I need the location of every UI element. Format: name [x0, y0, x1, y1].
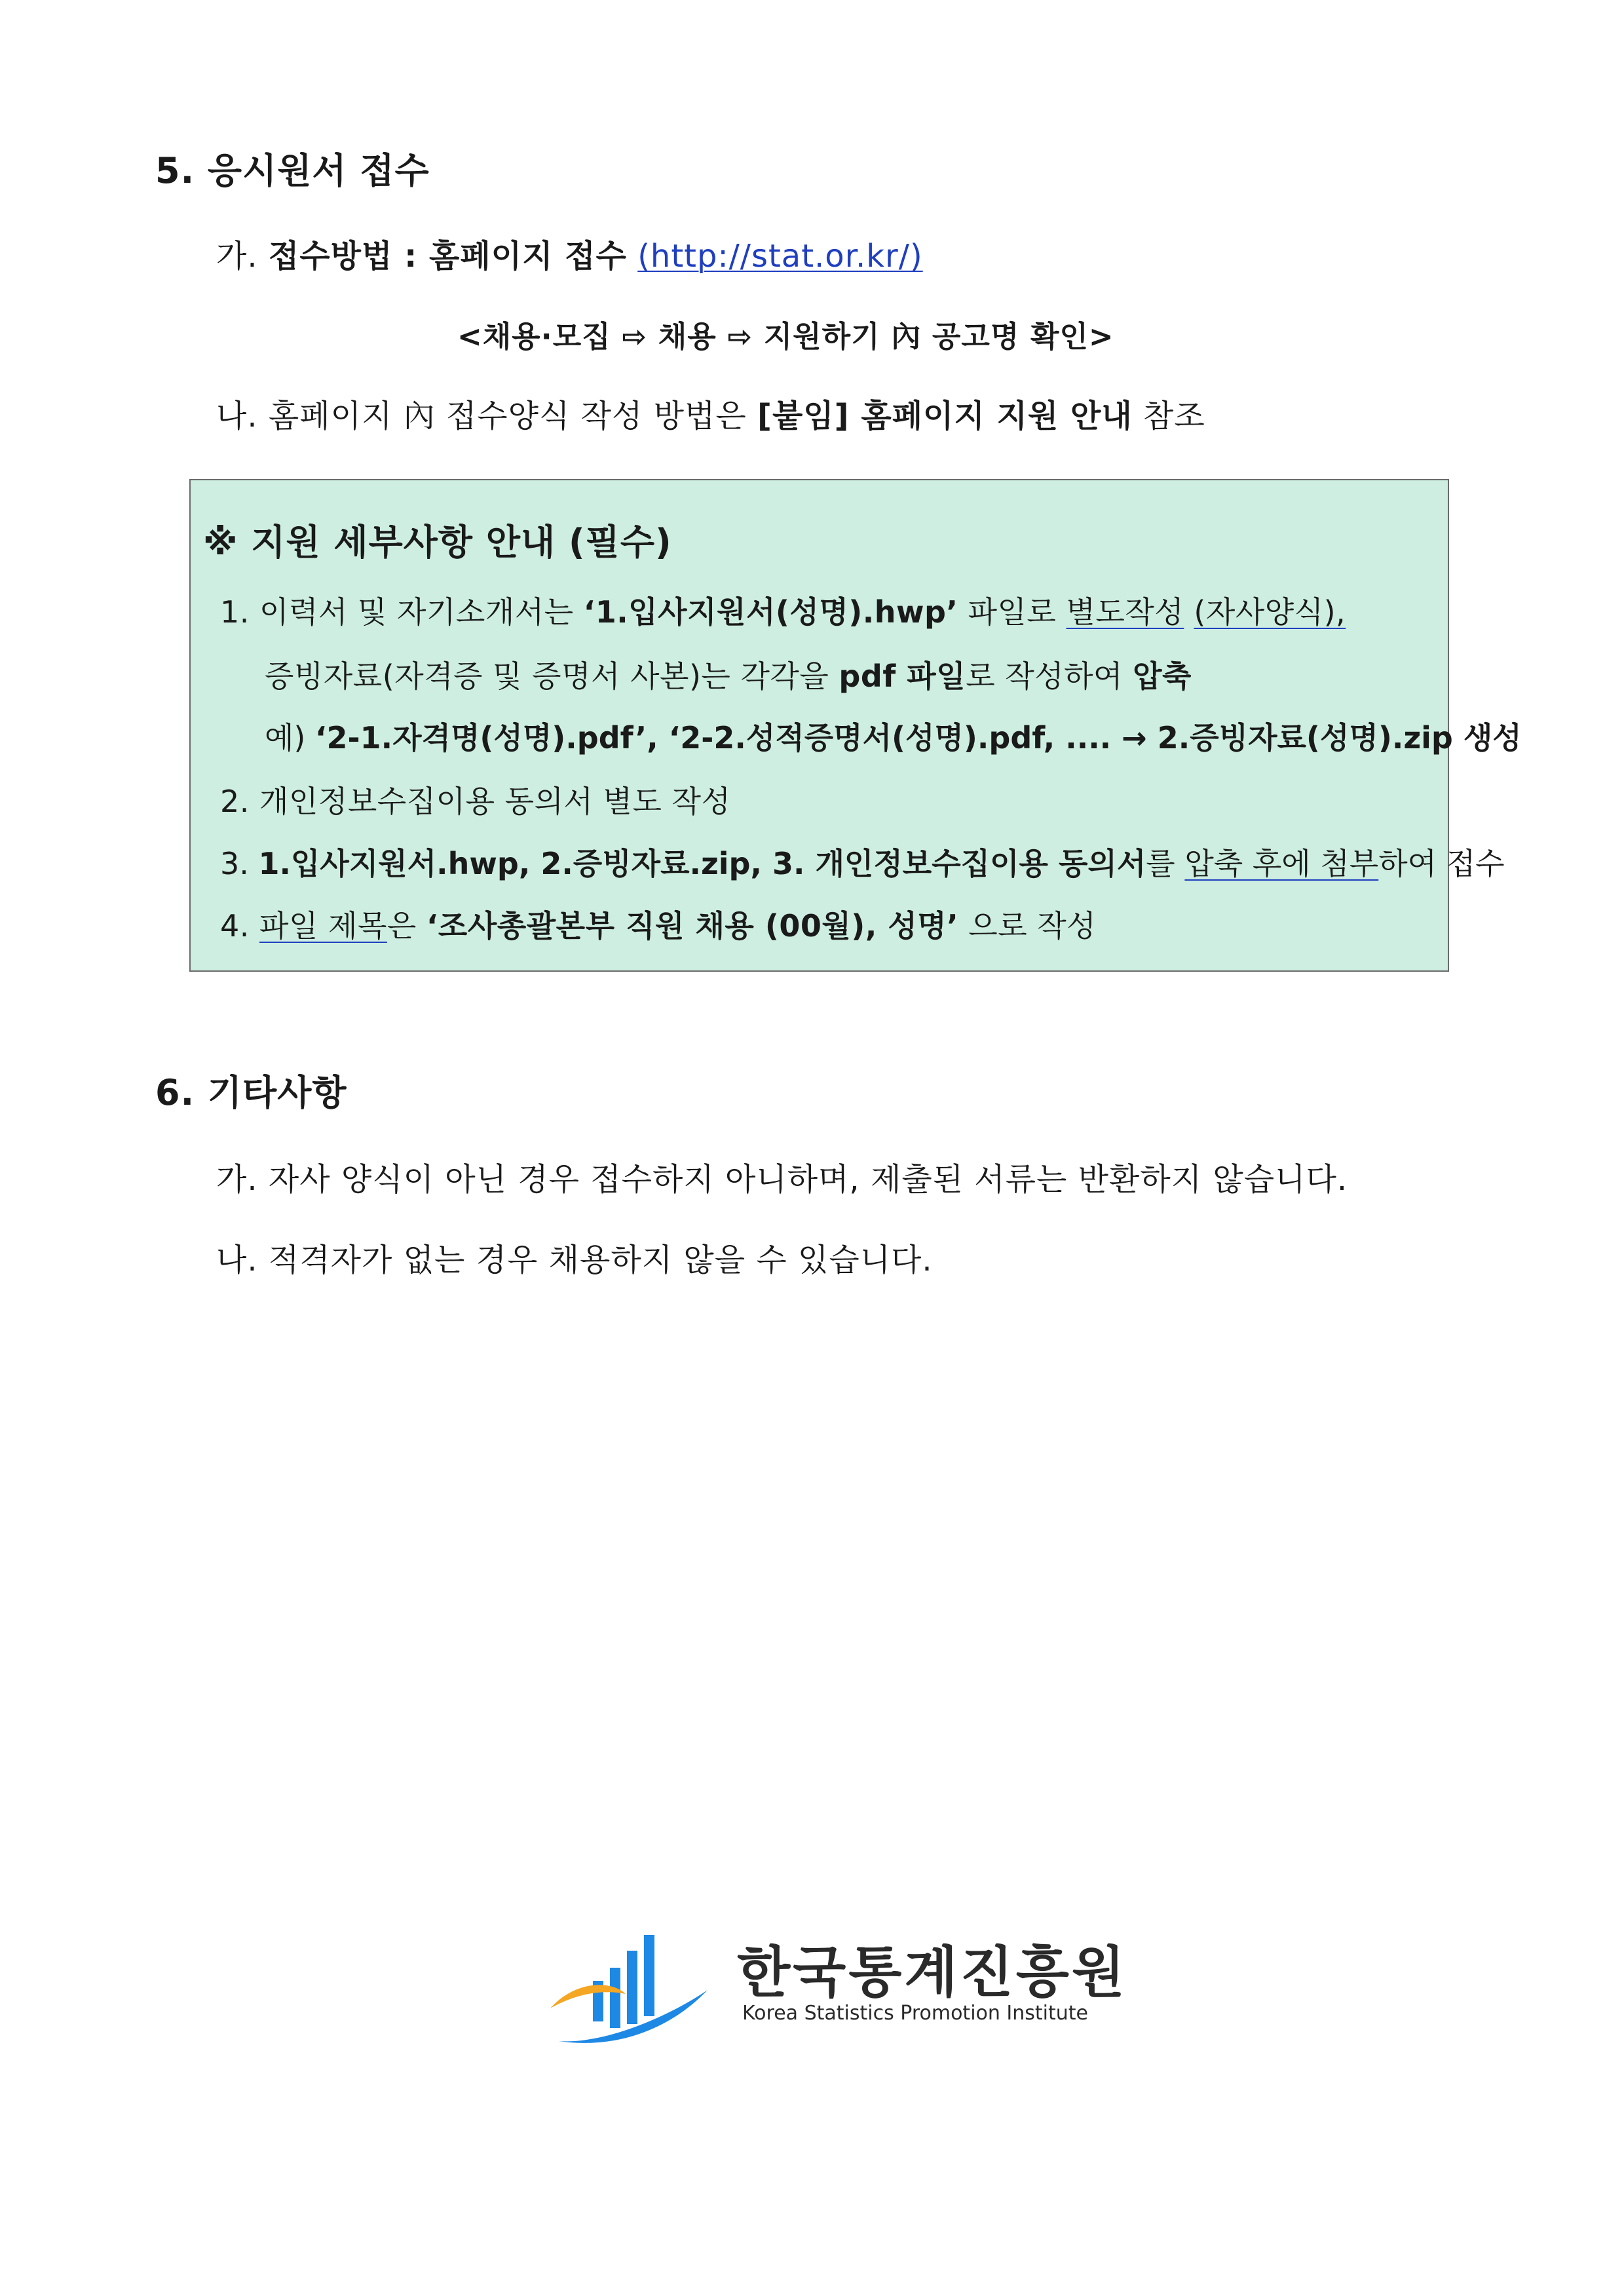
logo-name-english: Korea Statistics Promotion Institute: [742, 2002, 1089, 2025]
notice-item-1-filename: ‘1.입사지원서(성명).hwp’: [583, 594, 958, 630]
notice-item-1-example-label: 예): [265, 720, 306, 756]
item-b-attachment-ref: [붙임] 홈페이지 지원 안내: [757, 398, 1133, 434]
notice-item-2-num: 2.: [220, 784, 250, 819]
notice-item-2-text: 개인정보수집이용 동의서 별도 작성: [259, 784, 731, 819]
item-a-label: 접수방법 : 홈페이지 접수: [268, 238, 627, 275]
notice-item-4-suffix: 으로 작성: [968, 908, 1097, 944]
notice-item-1-num: 1.: [220, 594, 250, 630]
notice-item-1-own-form: (자사양식),: [1194, 594, 1346, 630]
section5-item-a: [216, 231, 923, 276]
section6-item-a: 가. 자사 양식이 아닌 경우 접수하지 아니하며, 제출된 서류는 반환하지 않습니다.: [216, 1161, 1348, 1198]
section5-heading: 5. 응시원서 접수: [155, 150, 430, 191]
notice-item-1-text2: 파일로: [968, 594, 1057, 630]
section5-item-b: [216, 391, 1205, 436]
notice-item-1-separate: 별도작성: [1066, 594, 1184, 630]
section6-heading: 6. 기타사항: [155, 1072, 347, 1113]
homepage-link[interactable]: (http://stat.or.kr/): [637, 238, 923, 275]
notice-item-3-num: 3.: [220, 846, 249, 881]
organization-logo: [547, 1917, 1128, 2054]
notice-item-3-files: 1.입사지원서.hwp, 2.증빙자료.zip, 3. 개인정보수집이용 동의서: [258, 846, 1146, 881]
notice-item-1-pdf: pdf 파일: [839, 659, 966, 694]
notice-item-3-submit: 하여 접수: [1378, 846, 1505, 881]
notice-item-1-line3: [265, 714, 1522, 757]
notice-item-3: [220, 840, 1505, 883]
item-b-suffix: 참조: [1142, 398, 1205, 434]
notice-item-1-example: ‘2-1.자격명(성명).pdf’, ‘2-2.성적증명서(성명).pdf, .... → 2.증빙자료(성명).zip 생성: [315, 720, 1522, 756]
notice-item-1-evidence: 증빙자료(자격증 및 증명서 사본)는 각각을: [265, 659, 829, 694]
notice-item-1-write: 로 작성하여: [966, 659, 1123, 694]
application-path: <채용·모집 ⇨ 채용 ⇨ 지원하기 內 공고명 확인>: [457, 319, 1114, 354]
notice-item-4-num: 4.: [220, 908, 250, 944]
notice-item-4-file-title: 파일 제목: [259, 908, 387, 944]
item-b-text: 홈페이지 內 접수양식 작성 방법은: [268, 398, 747, 434]
notice-item-1-line2: [265, 653, 1192, 696]
kspi-bar-swoosh-logo-icon: [547, 1917, 730, 2054]
item-b-prefix: 나.: [216, 398, 258, 434]
notice-item-3-attach: 압축 후에 첨부: [1184, 846, 1379, 881]
notice-item-1-text: 이력서 및 자기소개서는: [259, 594, 574, 630]
notice-item-2: [220, 778, 730, 821]
item-a-prefix: 가.: [216, 238, 258, 275]
notice-box-title: ※ 지원 세부사항 안내 (필수): [203, 522, 672, 563]
notice-item-1-compress: 압축: [1133, 659, 1192, 694]
notice-item-4: [220, 902, 1096, 946]
notice-item-3-particle: 를: [1146, 846, 1175, 881]
notice-item-4-format: ‘조사총괄본부 직원 채용 (00월), 성명’: [426, 908, 959, 944]
notice-item-1: [220, 588, 1346, 632]
notice-item-4-particle: 은: [387, 908, 417, 944]
section6-item-b: 나. 적격자가 없는 경우 채용하지 않을 수 있습니다.: [216, 1242, 933, 1278]
logo-name-korean: 한국통계진흥원: [737, 1940, 1128, 2004]
